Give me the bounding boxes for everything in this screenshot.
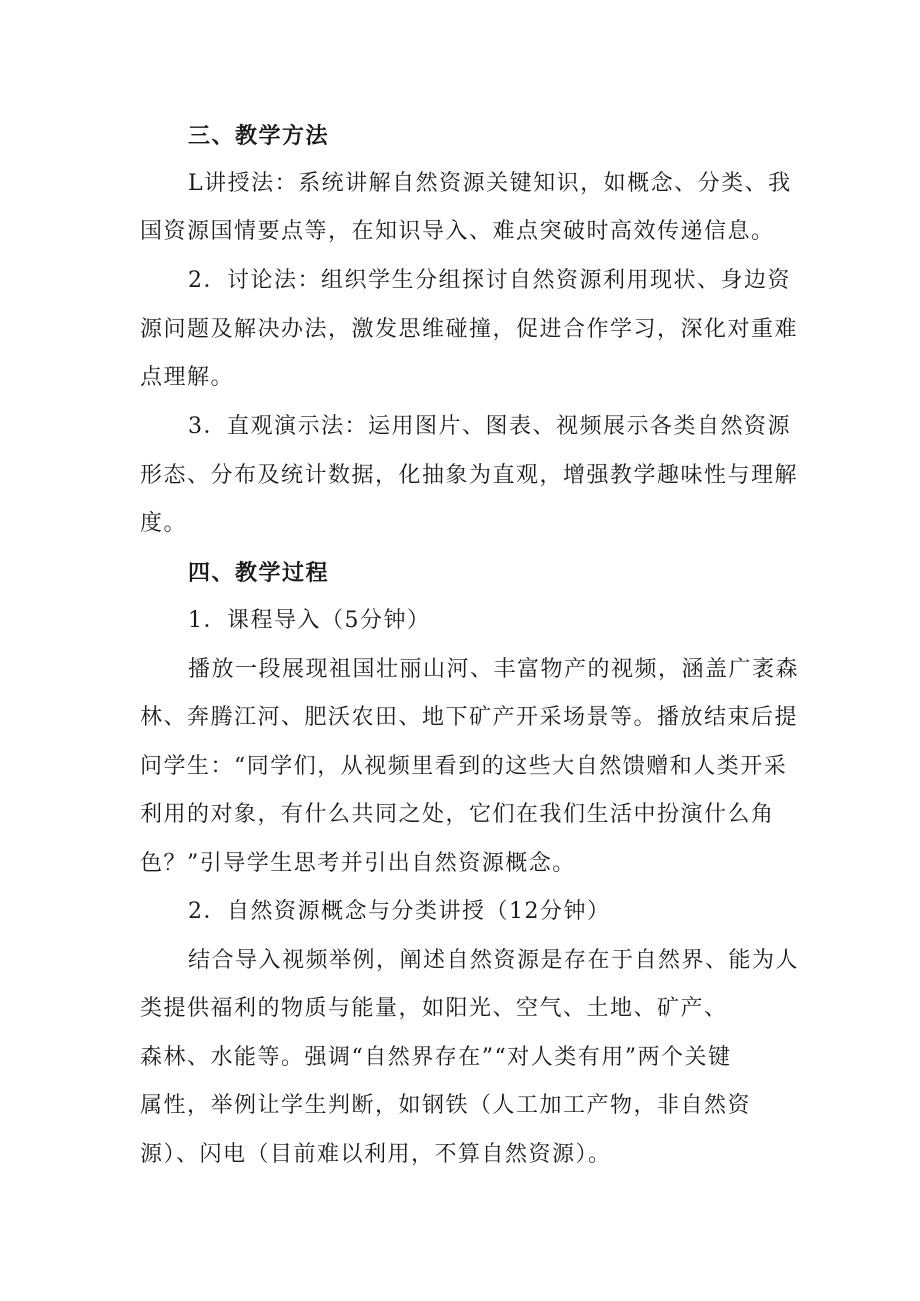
paragraph-line: 利用的对象，有什么共同之处，它们在我们生活中扮演什么角	[140, 802, 775, 827]
paragraph-line: 属性，举例让学生判断，如钢铁（人工加工产物，非自然资	[140, 1093, 752, 1118]
paragraph-line: 结合导入视频举例，阐述自然资源是存在于自然界、能为人	[188, 948, 800, 973]
paragraph-line: 形态、分布及统计数据，化抽象为直观，增强教学趣味性与理解	[140, 463, 799, 488]
paragraph-line: 点理解。	[140, 365, 235, 390]
paragraph-line: 森林、水能等。强调“自然界存在”“对人类有用”两个关键	[140, 1045, 732, 1070]
paragraph-line: 林、奔腾江河、肥沃农田、地下矿产开采场景等。播放结束后提	[140, 705, 799, 730]
paragraph-line: 类提供福利的物质与能量，如阳光、空气、土地、矿产、	[140, 996, 728, 1021]
paragraph-line: 色？”引导学生思考并引出自然资源概念。	[140, 851, 576, 876]
subheading-concept-classification: 2．自然资源概念与分类讲授（12分钟）	[188, 899, 611, 924]
paragraph-line: 播放一段展现祖国壮丽山河、丰富物产的视频，涵盖广袤森	[188, 657, 800, 682]
paragraph-line: 问学生：“同学们，从视频里看到的这些大自然馈赠和人类开采	[140, 754, 788, 779]
paragraph-line: 源）、闪电（目前难以利用，不算自然资源）。	[140, 1142, 612, 1167]
paragraph-line: 度。	[140, 511, 188, 536]
paragraph-line: 源问题及解决办法，激发思维碰撞，促进合作学习，深化对重难	[140, 317, 799, 342]
paragraph-line: 2．讨论法：组织学生分组探讨自然资源利用现状、身边资	[188, 268, 791, 293]
subheading-course-intro: 1．课程导入（5分钟）	[188, 608, 431, 633]
paragraph-line: 国资源国情要点等，在知识导入、难点突破时高效传递信息。	[140, 219, 775, 244]
paragraph-line: L讲授法：系统讲解自然资源关键知识，如概念、分类、我	[188, 171, 792, 196]
section-heading-teaching-methods: 三、教学方法	[188, 123, 330, 149]
paragraph-line: 3．直观演示法：运用图片、图表、视频展示各类自然资源	[188, 414, 791, 439]
section-heading-teaching-process: 四、教学过程	[188, 560, 330, 586]
